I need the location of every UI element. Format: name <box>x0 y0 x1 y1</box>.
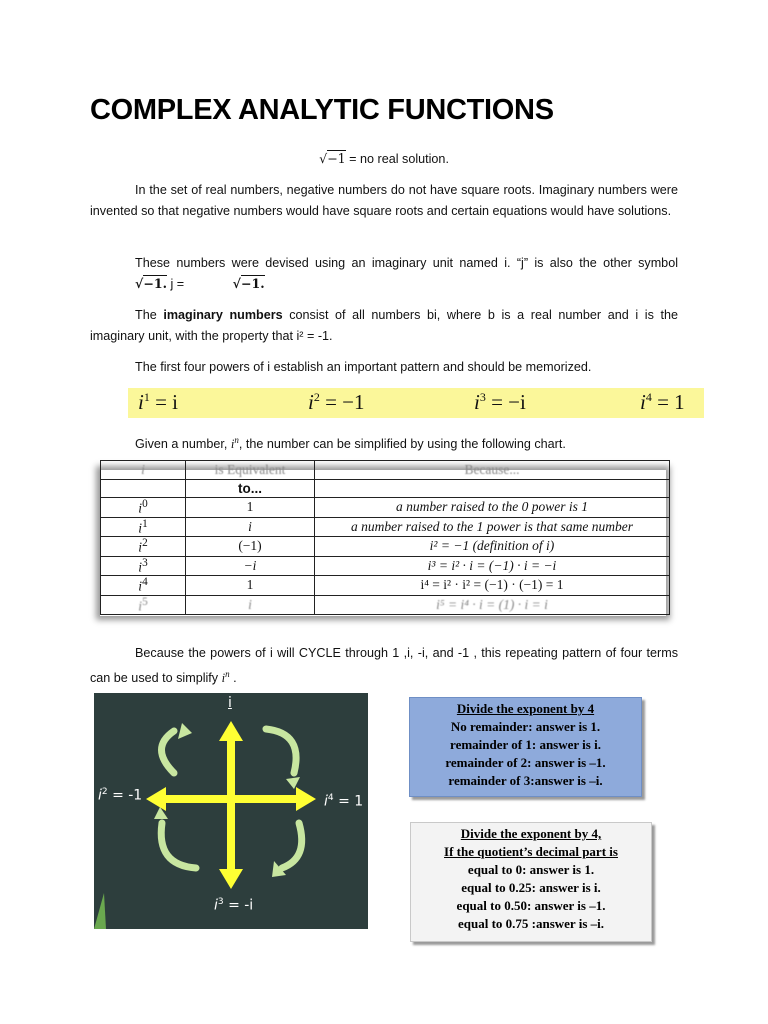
box2-heading: Divide the exponent by 4, <box>460 826 602 841</box>
corner-accent <box>94 893 106 929</box>
paragraph-intro: In the set of real numbers, negative numbers do not have square roots. Imaginary numbers were invented so that negative numbers would have square roots and certain equations would have solutions. <box>90 183 678 218</box>
paragraph-imaginary-unit: These numbers were devised using an imaginary unit named i. “j” is also the other symbol √−1. j = √−1. <box>135 256 678 291</box>
power-i1: $i^1 = i$ <box>138 390 179 414</box>
label-i-cubed: $i^3 = -i$ <box>214 897 254 914</box>
box2-line: equal to 0.75 :answer is –i. <box>457 916 604 931</box>
box1-line: remainder of 1: answer is i. <box>450 737 601 752</box>
remainder-rule-box <box>409 697 642 797</box>
table-row: $i^0$ 1 a number raised to the 0 power is 1 <box>101 498 670 518</box>
decimal-rule-box <box>410 822 652 942</box>
curve-arrow-bottom-left <box>161 823 196 868</box>
table-row: $i^1$ i a number raised to the 1 power is that same number <box>101 517 670 537</box>
paragraph-cycle: Because the powers of i will CYCLE through 1 ,i, -i, and -1 , this repeating pattern of four terms can be used to simplify $i^n$ . <box>90 646 678 685</box>
power-i3: $i^3 = -i$ <box>474 390 526 414</box>
table-header-row-2: to... <box>101 479 670 498</box>
box2-line: equal to 0: answer is 1. <box>467 862 595 877</box>
curve-arrow-top-left <box>162 731 175 773</box>
power-i2: $i^2 = -1$ <box>308 390 365 414</box>
table-row: $i^2$ (−1) i² = −1 (definition of i) <box>101 537 670 557</box>
paragraph-given-number: Given a number, $i^n$, the number can be simplified by using the following chart. <box>135 435 566 452</box>
page-title: COMPLEX ANALYTIC FUNCTIONS <box>90 94 554 126</box>
sqrt-symbol: √−1 <box>319 151 346 166</box>
table-header-row: i is Equivalent Because... <box>101 461 670 480</box>
box2-subheading: If the quotient’s decimal part is <box>444 844 618 859</box>
label-i-fourth: $i^4 = 1$ <box>324 793 364 810</box>
vertical-arrow <box>219 721 243 889</box>
curve-arrow-top-right <box>266 729 296 773</box>
label-i: i <box>228 695 232 711</box>
box1-line: remainder of 2: answer is –1. <box>445 755 606 770</box>
table-row: $i^3$ −i i³ = i² · i = (−1) · i = −i <box>101 556 670 576</box>
paragraph-first-four-powers: The first four powers of i establish an important pattern and should be memorized. <box>135 360 592 374</box>
box1-line: remainder of 3:answer is –i. <box>448 773 603 788</box>
powers-cycle-diagram <box>94 693 368 929</box>
power-i4: $i^4 = 1$ <box>640 390 685 414</box>
box1-heading: Divide the exponent by 4 <box>456 701 595 716</box>
box2-line: equal to 0.25: answer is i. <box>461 880 601 895</box>
no-real-solution-line: √−1 = no real solution. <box>90 149 678 170</box>
table-row: $i^4$ 1 i⁴ = i² · i² = (−1) · (−1) = 1 <box>101 576 670 596</box>
label-i-squared: $i^2 = -1$ <box>98 787 143 804</box>
table-row: $i^5$ i i⁵ = i⁴ · i = (1) · i = i <box>101 595 670 615</box>
powers-highlight-band <box>128 388 704 418</box>
cycle-arrows-graphic <box>94 693 368 929</box>
powers-chart-table <box>100 461 666 616</box>
box2-line: equal to 0.50: answer is –1. <box>456 898 606 913</box>
paragraph-imaginary-numbers: The imaginary numbers consist of all numbers bi, where b is a real number and i is the imaginary unit, with the property that i² = -1. <box>90 308 678 343</box>
curve-arrow-bottom-right <box>282 823 302 868</box>
box1-line: No remainder: answer is 1. <box>450 719 601 734</box>
